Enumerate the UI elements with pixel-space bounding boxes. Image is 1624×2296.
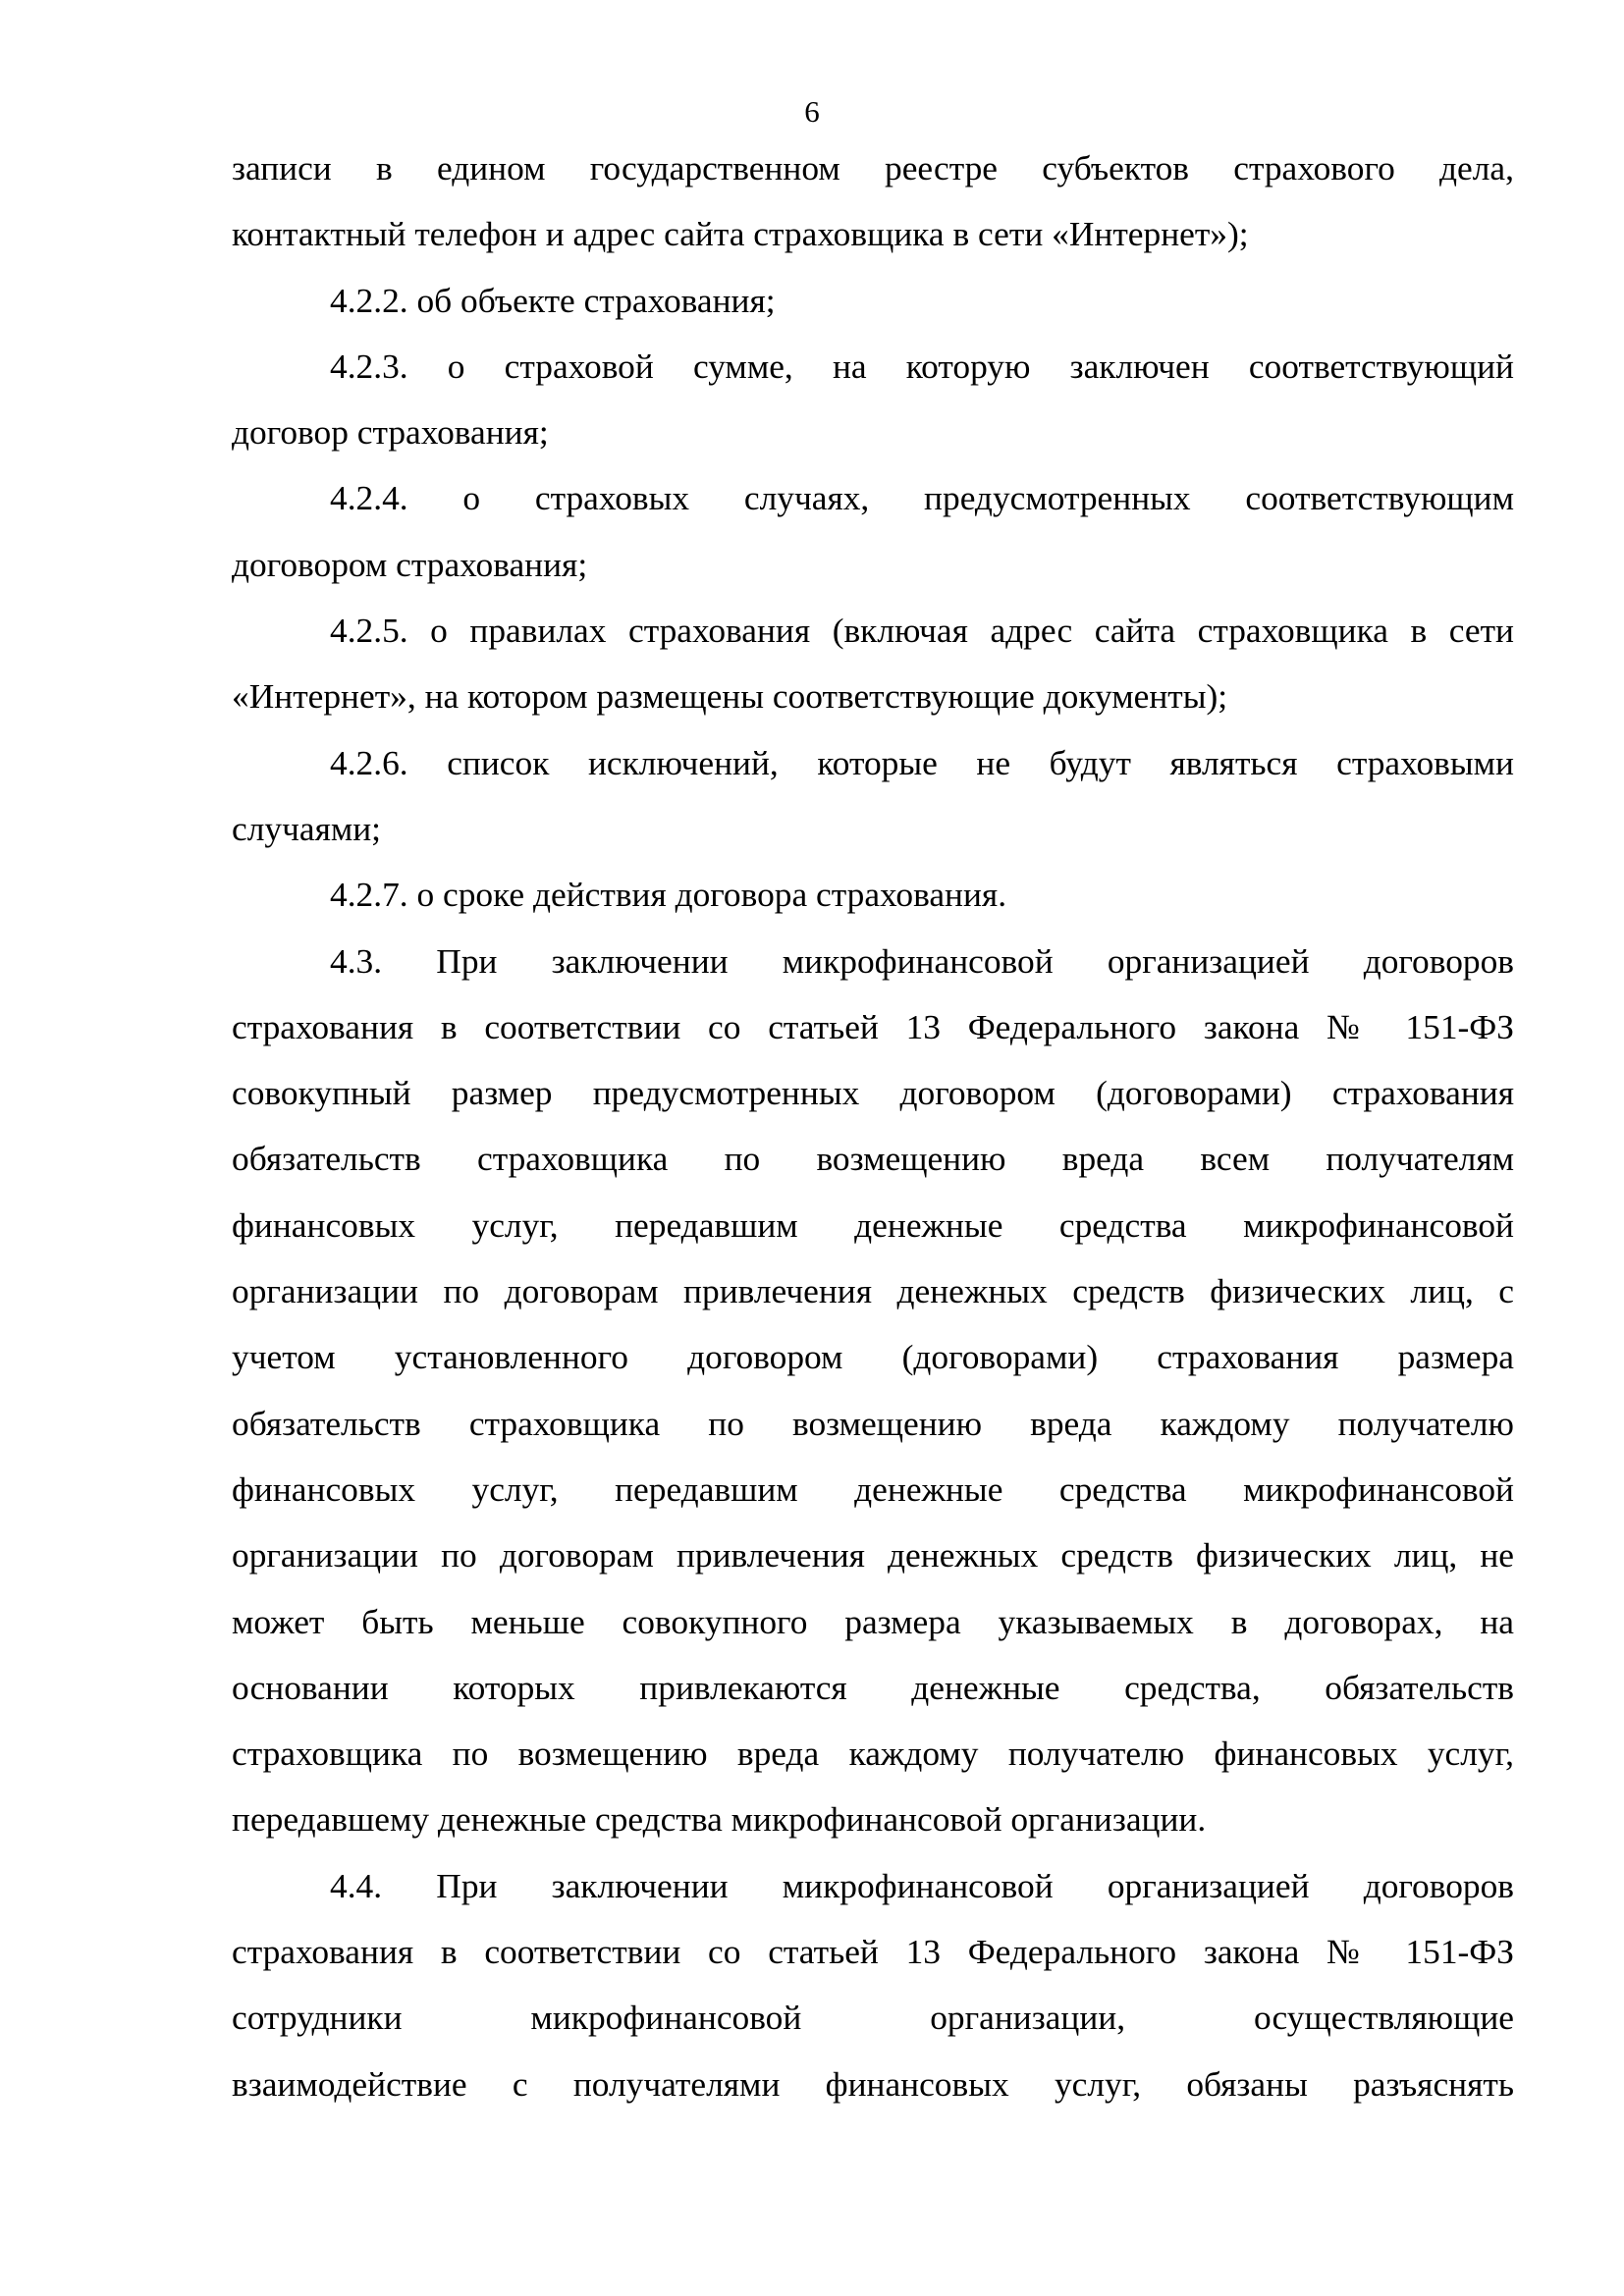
text-line: договором страхования; xyxy=(232,544,588,584)
text-line: финансовых услуг, передавшим денежные средства микрофинансовой xyxy=(232,1204,1514,1245)
text-line: страховщика по возмещению вреда каждому получателю финансовых услуг, xyxy=(232,1734,1514,1774)
text-line: может быть меньше совокупного размера указываемых в договорах, на xyxy=(232,1601,1514,1641)
text-line: 4.4. При заключении микрофинансовой организацией договоров xyxy=(330,1865,1514,1905)
text-line: основании которых привлекаются денежные средства, обязательств xyxy=(232,1667,1514,1707)
text-line: случаями; xyxy=(232,808,382,848)
text-line: обязательств страховщика по возмещению вреда всем получателям xyxy=(232,1139,1514,1179)
text-line: учетом установленного договором (договорами) страхования размера xyxy=(232,1337,1514,1377)
text-line: записи в едином государственном реестре субъектов страхового дела, xyxy=(232,148,1514,187)
text-line: 4.2.3. о страховой сумме, на которую заключен соответствующий xyxy=(330,346,1514,386)
text-line: страхования в соответствии со статьей 13 Федерального закона № 151-ФЗ xyxy=(232,1932,1514,1972)
text-line: страхования в соответствии со статьей 13 Федерального закона № 151-ФЗ xyxy=(232,1006,1514,1046)
text-line: 4.3. При заключении микрофинансовой организацией договоров xyxy=(330,940,1514,981)
text-line: контактный телефон и адрес сайта страховщика в сети «Интернет»); xyxy=(232,214,1249,254)
page-number: 6 xyxy=(804,94,820,129)
text-line: совокупный размер предусмотренных договором (договорами) страхования xyxy=(232,1073,1514,1113)
text-line: 4.2.5. о правилах страхования (включая адрес сайта страховщика в сети xyxy=(330,611,1514,651)
text-line: обязательств страховщика по возмещению вреда каждому получателю xyxy=(232,1403,1514,1443)
text-line: финансовых услуг, передавшим денежные средства микрофинансовой xyxy=(232,1468,1514,1509)
text-line: сотрудники микрофинансовой организации, осуществляющие xyxy=(232,1998,1514,2038)
text-line: 4.2.6. список исключений, которые не будут являться страховыми xyxy=(330,742,1514,782)
text-line: передавшему денежные средства микрофинансовой организации. xyxy=(232,1799,1207,1840)
text-line: «Интернет», на котором размещены соответствующие документы); xyxy=(232,676,1228,717)
text-line: 4.2.2. об объекте страхования; xyxy=(330,280,776,320)
text-line: организации по договорам привлечения денежных средств физических лиц, не xyxy=(232,1535,1514,1575)
document-body xyxy=(232,135,1514,2117)
text-line: 4.2.4. о страховых случаях, предусмотренных соответствующим xyxy=(330,478,1514,518)
text-line: 4.2.7. о сроке действия договора страхования. xyxy=(330,875,1007,915)
text-line: организации по договорам привлечения денежных средств физических лиц, с xyxy=(232,1271,1514,1311)
text-line: договор страхования; xyxy=(232,412,549,453)
text-line: взаимодействие с получателями финансовых услуг, обязаны разъяснять xyxy=(232,2063,1514,2104)
